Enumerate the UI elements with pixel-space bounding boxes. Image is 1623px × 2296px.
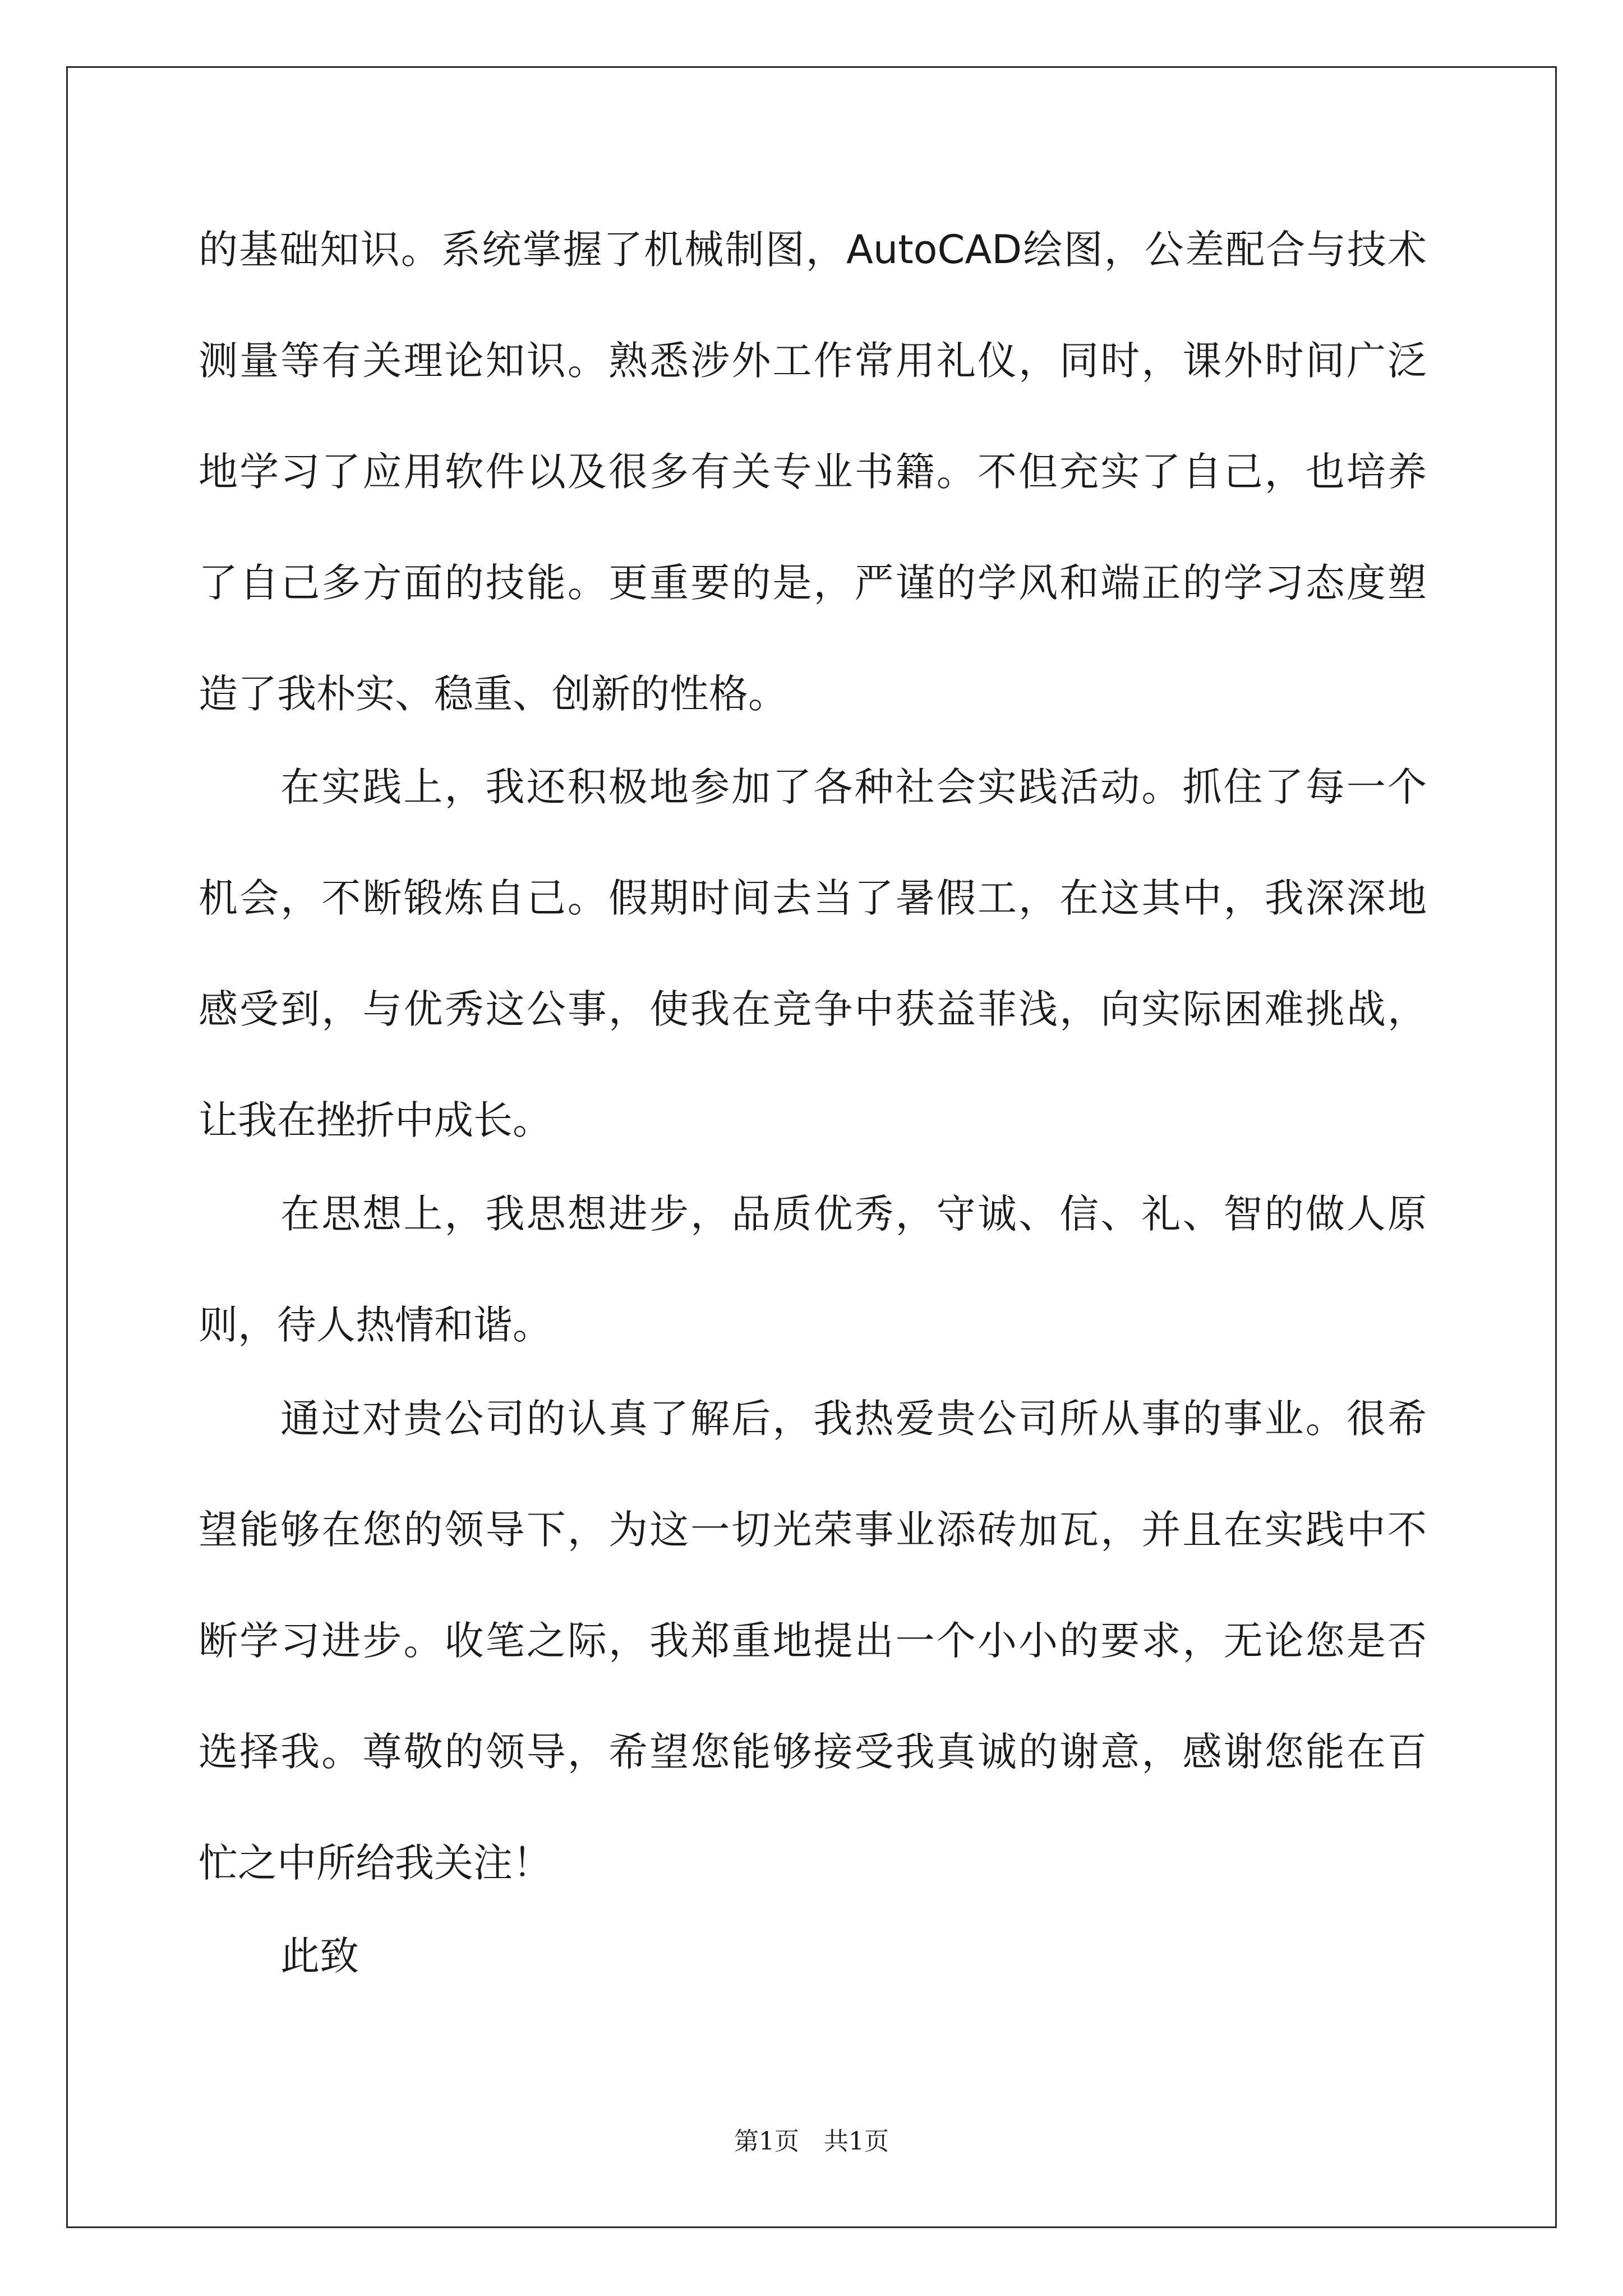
- text-line: 的基础知识。系统掌握了机械制图，AutoCAD绘图，公差配合与技术: [199, 227, 1427, 273]
- text-line: 地学习了应用软件以及很多有关专业书籍。不但充实了自己，也培养: [199, 449, 1427, 495]
- text-line: 选择我。尊敬的领导，希望您能够接受我真诚的谢意，感谢您能在百: [199, 1729, 1427, 1775]
- text-line: 造了我朴实、稳重、创新的性格。: [199, 671, 787, 717]
- text-line: 望能够在您的领导下，为这一切光荣事业添砖加瓦，并且在实践中不: [199, 1507, 1427, 1553]
- text-line: 忙之中所给我关注！: [199, 1840, 552, 1886]
- paragraph-first-line: 在实践上，我还积极地参加了各种社会实践活动。抓住了每一个: [280, 764, 1427, 810]
- closing-salutation: 此致: [280, 1933, 359, 1979]
- text-line: 机会，不断锻炼自己。假期时间去当了暑假工，在这其中，我深深地: [199, 875, 1427, 921]
- text-line: 了自己多方面的技能。更重要的是，严谨的学风和端正的学习态度塑: [199, 560, 1427, 606]
- text-line: 让我在挫折中成长。: [199, 1097, 552, 1143]
- page-border: [66, 66, 1557, 2228]
- paragraph-first-line: 在思想上，我思想进步，品质优秀，守诚、信、礼、智的做人原: [280, 1191, 1427, 1237]
- text-line: 测量等有关理论知识。熟悉涉外工作常用礼仪，同时，课外时间广泛: [199, 338, 1427, 384]
- paragraph-first-line: 通过对贵公司的认真了解后，我热爱贵公司所从事的事业。很希: [280, 1396, 1427, 1442]
- page-number-footer: 第1页 共1页: [734, 2127, 889, 2156]
- text-line: 感受到，与优秀这公事，使我在竞争中获益菲浅，向实际困难挑战，: [199, 986, 1427, 1032]
- text-line: 断学习进步。收笔之际，我郑重地提出一个小小的要求，无论您是否: [199, 1618, 1427, 1664]
- text-line: 则，待人热情和谐。: [199, 1302, 552, 1348]
